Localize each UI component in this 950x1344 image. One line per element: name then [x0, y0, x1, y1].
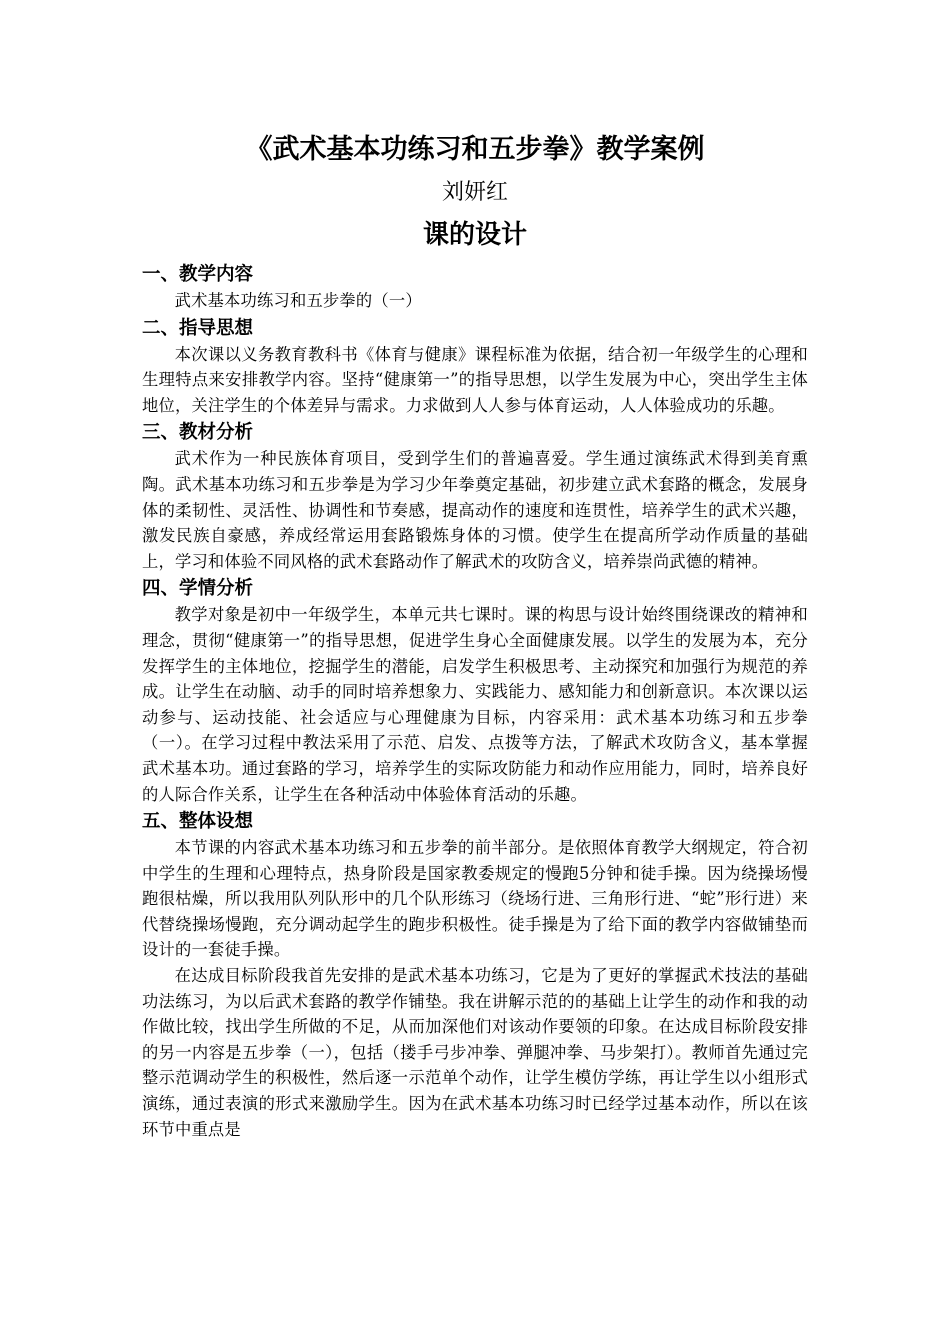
- section-material-analysis: [142, 420, 808, 574]
- section-subtitle: 课的设计: [422, 220, 527, 250]
- section-guiding-ideology: [142, 316, 808, 419]
- section-paragraph: 本次课以义务教育教科书《体育与健康》课程标准为依据，结合初一年级学生的心理和生理特点来安排教学内容。坚持“健康第一”的指导思想，以学生发展为中心，突出学生主体地位，关注学生的个体差异与需求。力求做到人人参与体育运动，人人体验成功的乐趣。: [142, 344, 808, 415]
- section-heading: 二、指导思想: [142, 317, 254, 339]
- section-overall-concept: [142, 809, 808, 1142]
- section-heading: 四、学情分析: [142, 578, 254, 600]
- section-heading: 一、教学内容: [142, 264, 254, 285]
- section-paragraph: 教学对象是初中一年级学生，本单元共七课时。课的构思与设计始终围绕课改的精神和理念，贯彻“健康第一”的指导思想，促进学生身心全面健康发展。以学生的发展为本，充分发挥学生的主体地位，挖掘学生的潜能，启发学生积极思考、主动探究和加强行为规范的养成。让学生在动脑、动手的同时培养想象力、实践能力、感知能力和创新意识。本次课以运动参与、运动技能、社会适应与心理健康为目标，内容采用：武术基本功练习和五步拳（一）。在学习过程中教法采用了示范、启发、点拨等方法，了解武术攻防含义，基本掌握武术基本功。通过套路的学习，培养学生的实际攻防能力和动作应用能力，同时，培养良好的人际合作关系，让学生在各种活动中体验体育活动的乐趣。: [142, 605, 808, 804]
- document-title: 《武术基本功练习和五步拳》教学案例: [245, 134, 705, 165]
- section-paragraph: 武术基本功练习和五步拳的（一）: [174, 291, 422, 310]
- section-heading: 三、教材分析: [142, 422, 254, 444]
- section-paragraph: 本节课的内容武术基本功练习和五步拳的前半部分。是依照体育教学大纲规定，符合初中学生的生理和心理特点，热身阶段是国家教委规定的慢跑5分钟和徒手操。因为绕操场慢跑很枯燥，所以我用队列队形中的几个队形练习（绕场行进、三角形行进、“蛇”形行进）来代替绕操场慢跑，充分调动起学生的跑步积极性。徒手操是为了给下面的教学内容做铺垫而设计的一套徒手操。: [142, 838, 808, 960]
- section-student-analysis: [142, 576, 808, 807]
- section-heading: 五、整体设想: [142, 811, 254, 833]
- document-page: [142, 128, 808, 1142]
- author-name: 刘妍红: [441, 180, 508, 205]
- section-teaching-content: [142, 262, 808, 314]
- section-paragraph: 武术作为一种民族体育项目，受到学生们的普遍喜爱。学生通过演练武术得到美育熏陶。武术基本功练习和五步拳是为学习少年拳奠定基础，初步建立武术套路的概念，发展身体的柔韧性、灵活性、协调性和节奏感，提高动作的速度和连贯性，培养学生的武术兴趣，激发民族自豪感，养成经常运用套路锻炼身体的习惯。使学生在提高所学动作质量的基础上，学习和体验不同风格的武术套路动作了解武术的攻防含义，培养崇尚武德的精神。: [142, 449, 808, 571]
- section-paragraph: 在达成目标阶段我首先安排的是武术基本功练习，它是为了更好的掌握武术技法的基础功法练习，为以后武术套路的教学作铺垫。我在讲解示范的的基础上让学生的动作和我的动作做比较，找出学生所做的不足，从而加深他们对该动作要领的印象。在达成目标阶段安排的另一内容是五步拳（一），包括（搂手弓步冲拳、弹腿冲拳、马步架打）。教师首先通过完整示范调动学生的积极性，然后逐一示范单个动作，让学生模仿学练，再让学生以小组形式演练，通过表演的形式来激励学生。因为在武术基本功练习时已经学过基本动作，所以在该环节中重点是: [142, 966, 808, 1139]
